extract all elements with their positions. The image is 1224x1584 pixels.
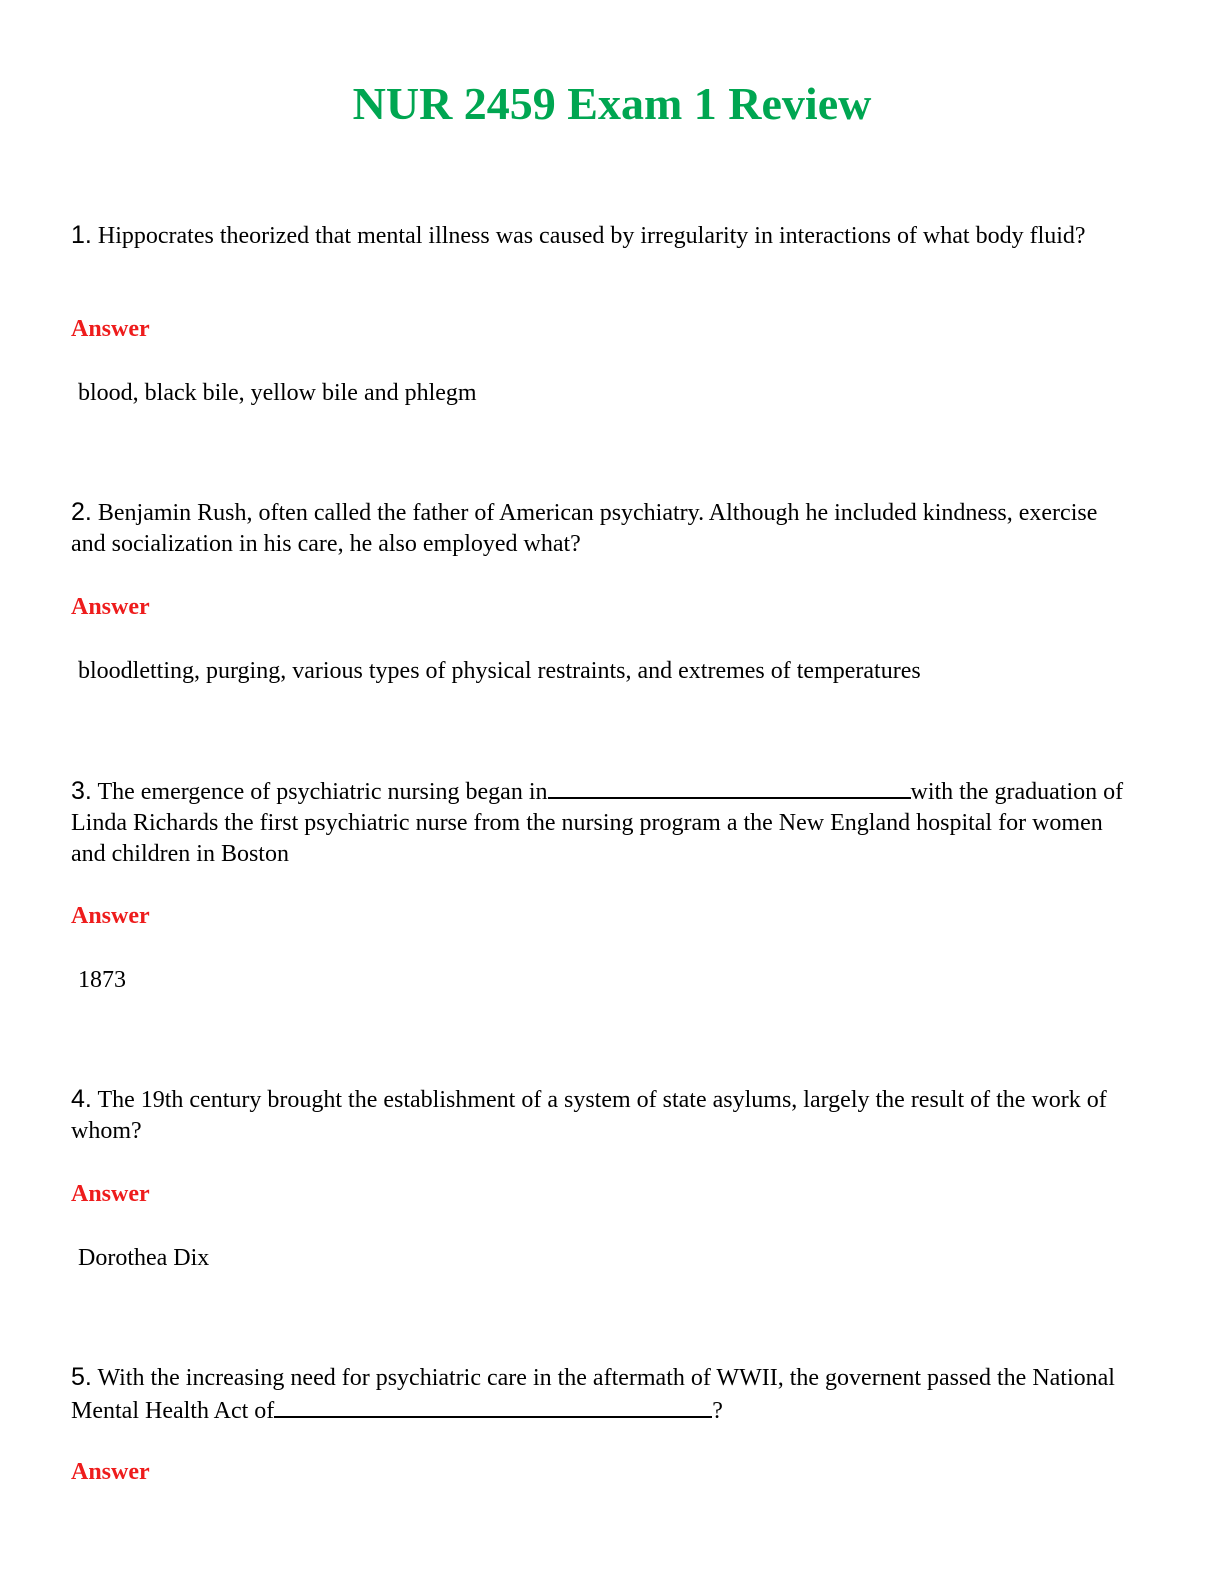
answer-label: Answer <box>71 1459 150 1485</box>
question-text <box>71 497 1131 560</box>
question-body: Benjamin Rush, often called the father of American psychiatry. Although he included kindness, exercise and socialization in his care, he also employed what? <box>71 500 1098 557</box>
question-number: 1. <box>71 221 92 249</box>
question-text <box>71 775 1131 870</box>
question-body: The 19th century brought the establishment of a system of state asylums, largely the result of the work of whom? <box>71 1087 1107 1144</box>
question-text <box>71 220 1131 252</box>
answer-label: Answer <box>71 903 150 929</box>
fill-in-blank <box>548 775 911 799</box>
question-text <box>71 1362 1131 1427</box>
question-number: 5. <box>71 1363 92 1391</box>
question-2 <box>71 497 1131 684</box>
question-body-end: ? <box>712 1398 723 1424</box>
question-1 <box>71 220 1131 406</box>
answer-text: bloodletting, purging, various types of physical restraints, and extremes of temperatures <box>78 658 921 684</box>
answer-label: Answer <box>71 316 150 342</box>
fill-in-blank <box>274 1394 712 1418</box>
question-number: 4. <box>71 1085 92 1113</box>
question-body-start: With the increasing need for psychiatric care in the aftermath of WWII, the governent passed the National Mental Health Act of <box>71 1365 1115 1424</box>
answer-text: Dorothea Dix <box>78 1245 210 1271</box>
question-number: 2. <box>71 498 92 526</box>
answer-label: Answer <box>71 594 150 620</box>
question-3 <box>71 775 1131 993</box>
question-text <box>71 1084 1131 1147</box>
answer-label: Answer <box>71 1181 150 1207</box>
answer-text: blood, black bile, yellow bile and phlegm <box>78 380 477 406</box>
question-body-start: The emergence of psychiatric nursing began in <box>97 779 548 805</box>
question-number: 3. <box>71 777 92 805</box>
page-title: NUR 2459 Exam 1 Review <box>352 78 872 129</box>
question-body-end: with the graduation of Linda Richards the first psychiatric nurse from the nursing program a the New England hospital for women and children in Boston <box>71 779 1124 867</box>
answer-text: 1873 <box>78 967 126 993</box>
question-4 <box>71 1084 1131 1271</box>
question-5 <box>71 1362 1131 1485</box>
question-body: Hippocrates theorized that mental illness was caused by irregularity in interactions of what body fluid? <box>97 223 1086 249</box>
